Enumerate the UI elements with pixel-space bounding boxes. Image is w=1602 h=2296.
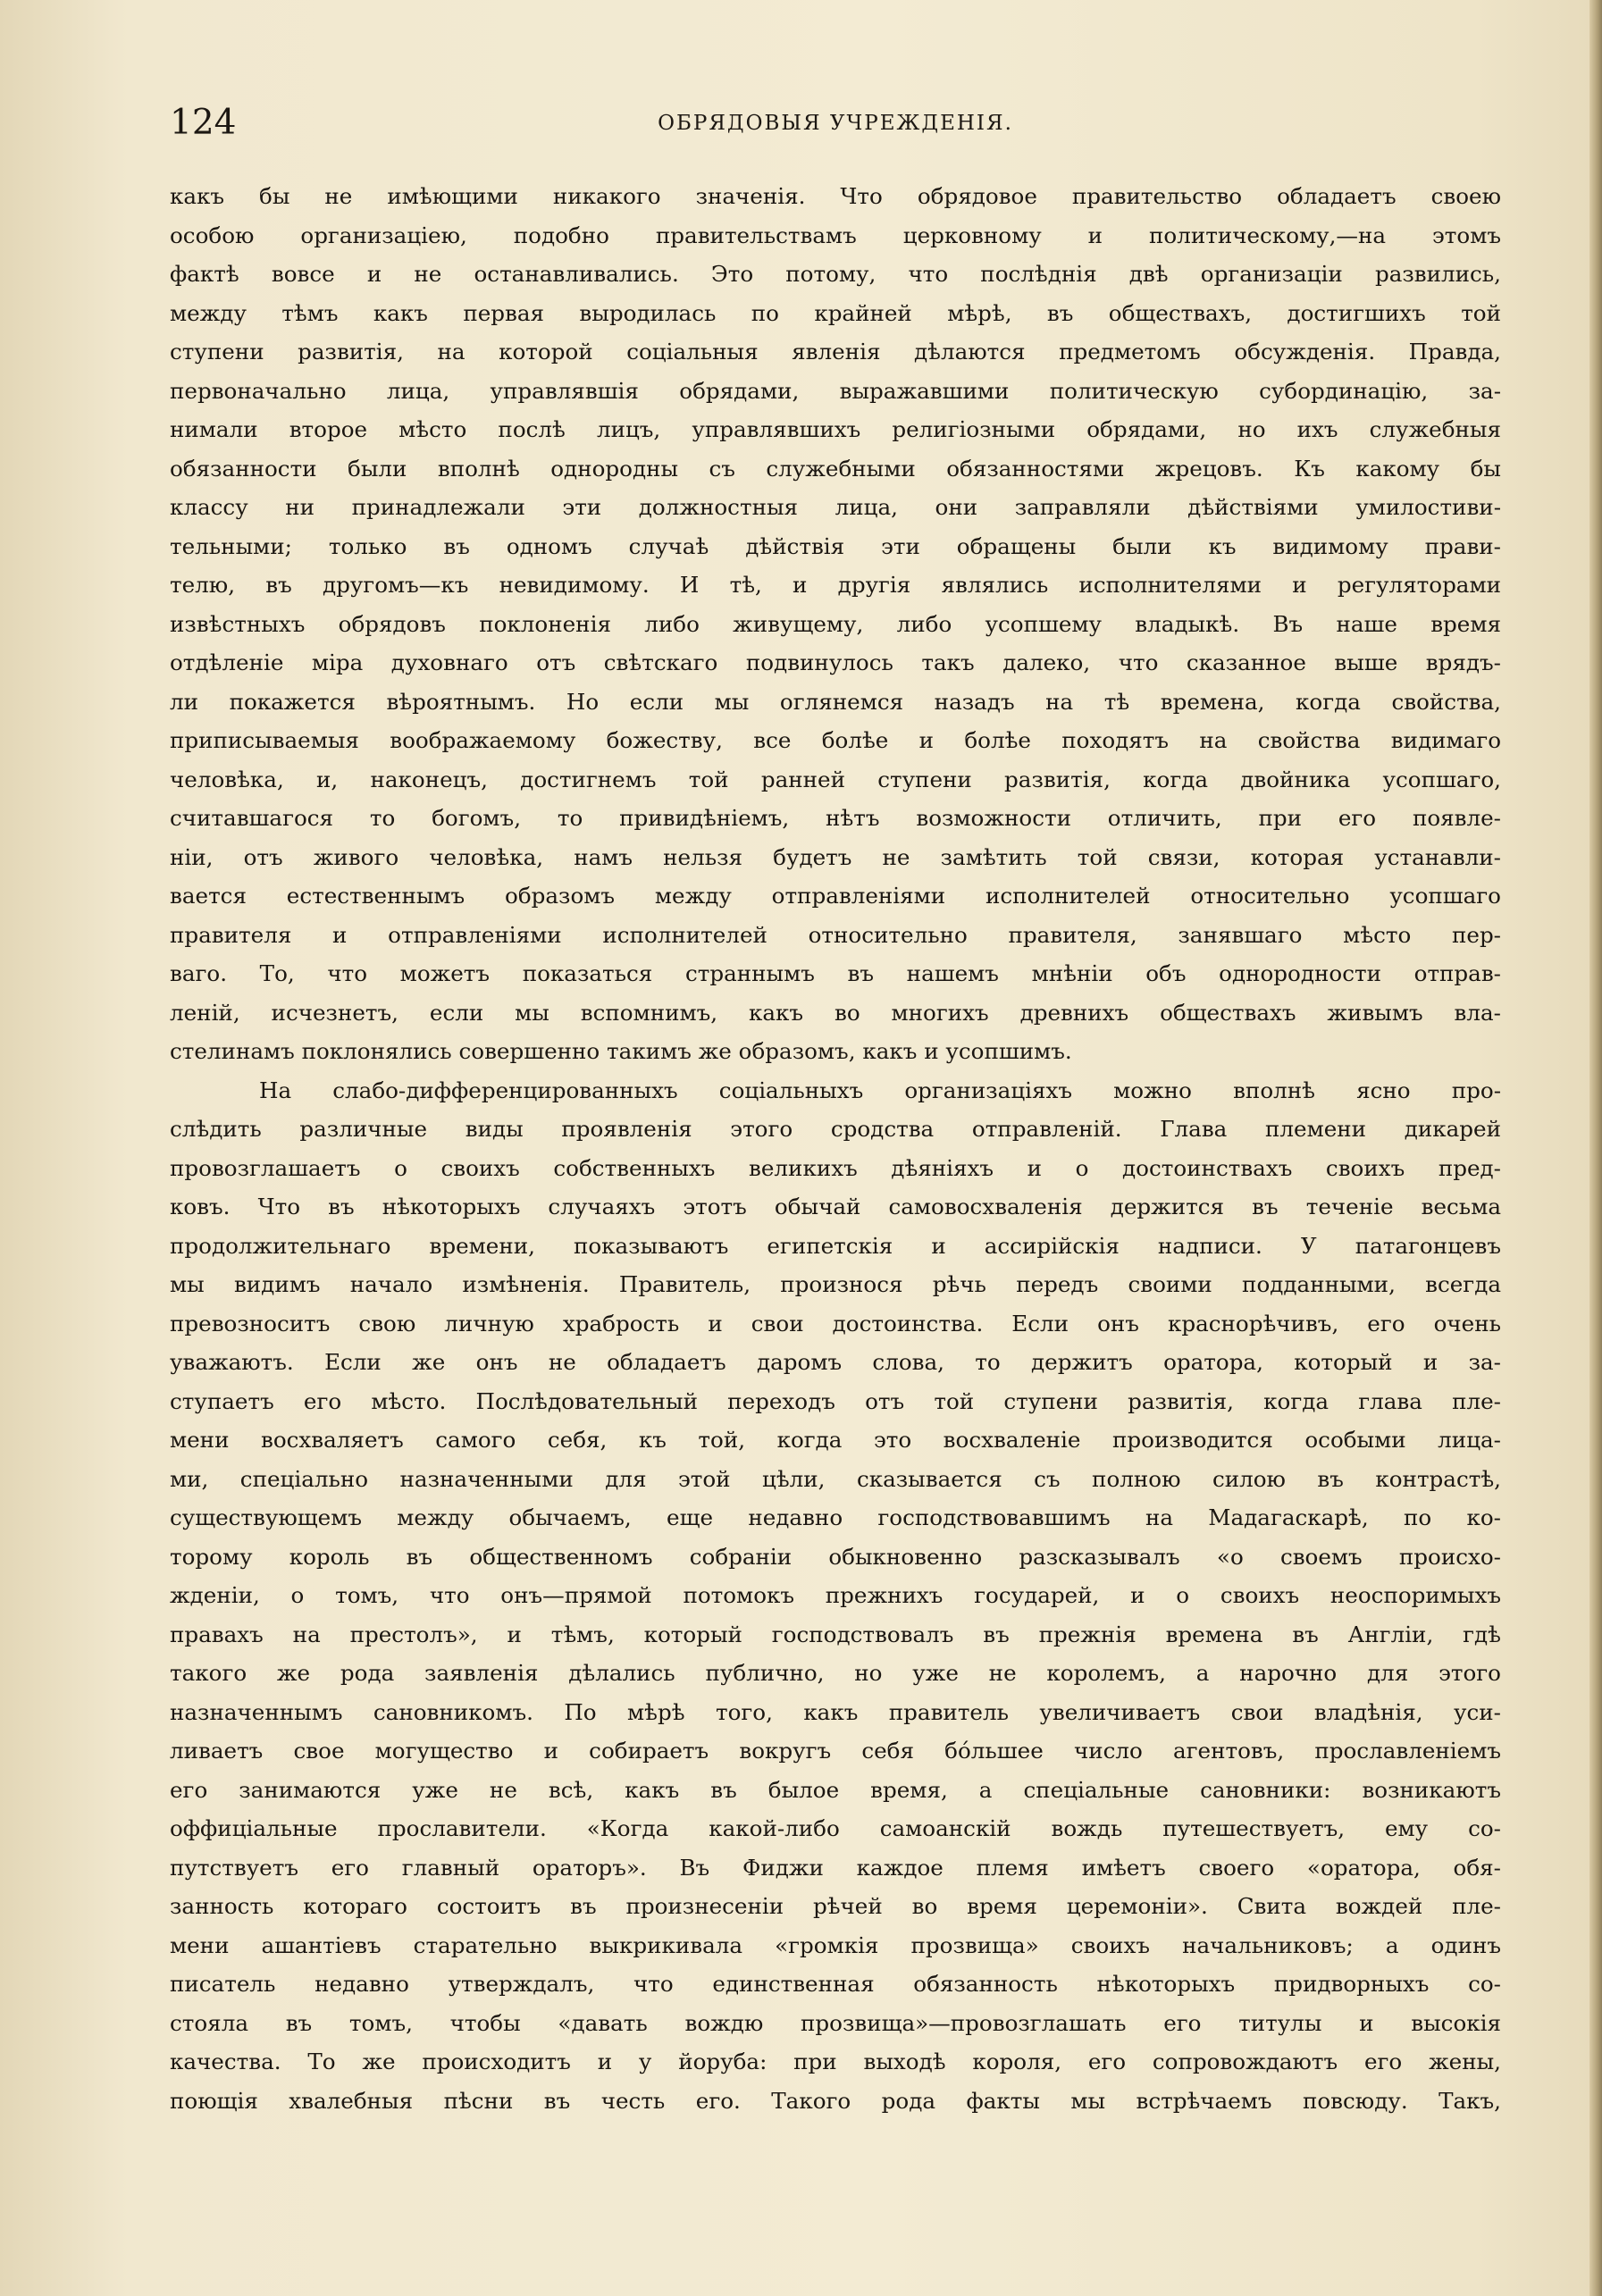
text-line: уважаютъ. Если же онъ не обладаетъ даромъ слова, то держитъ оратора, который и за- — [170, 1349, 1501, 1375]
text-line: провозглашаетъ о своихъ собственныхъ великихъ дѣяніяхъ и о достоинствахъ своихъ пред- — [170, 1154, 1501, 1181]
text-line: стояла въ томъ, чтобы «давать вождю прозвища»—провозглашать его титулы и высокія — [170, 2009, 1501, 2036]
text-line: вается естественнымъ образомъ между отправленіями исполнителей относительно усопшаго — [170, 883, 1501, 909]
text-line: ступаетъ его мѣсто. Послѣдовательный переходъ отъ той ступени развитія, когда глава пле- — [170, 1387, 1501, 1414]
text-line: между тѣмъ какъ первая выродилась по крайней мѣрѣ, въ обществахъ, достигшихъ той — [170, 299, 1501, 326]
text-line: превозноситъ свою личную храбрость и свои достоинства. Если онъ краснорѣчивъ, его очень — [170, 1310, 1501, 1337]
text-line: леній, исчезнетъ, если мы вспомнимъ, какъ во многихъ древнихъ обществахъ живымъ вла- — [170, 999, 1501, 1026]
text-line: путствуетъ его главный ораторъ». Въ Фиджи каждое племя имѣетъ своего «оратора, обя- — [170, 1854, 1501, 1881]
text-line: ми, спеціально назначенными для этой цѣли, сказывается съ полною силою въ контрастѣ, — [170, 1465, 1501, 1492]
text-line: правахъ на престолъ», и тѣмъ, который господствовалъ въ прежнія времена въ Англіи, гдѣ — [170, 1621, 1501, 1647]
text-line: какъ бы не имѣющими никакого значенія. Что обрядовое правительство обладаетъ своею — [170, 183, 1501, 209]
text-line: считавшагося то богомъ, то привидѣніемъ, нѣтъ возможности отличить, при его появле- — [170, 805, 1501, 831]
text-line: классу ни принадлежали эти должностныя лица, они заправляли дѣйствіями умилостиви- — [170, 494, 1501, 520]
text-line: занность котораго состоитъ въ произнесеніи рѣчей во время церемоніи». Свита вождей пле- — [170, 1893, 1501, 1919]
page-header — [170, 96, 1501, 150]
text-line: продолжительнаго времени, показываютъ египетскія и ассирійскія надписи. У патагонцевъ — [170, 1232, 1501, 1259]
text-line: нимали второе мѣсто послѣ лицъ, управлявшихъ религіозными обрядами, но ихъ служебныя — [170, 416, 1501, 442]
text-line: жденіи, о томъ, что онъ—прямой потомокъ прежнихъ государей, и о своихъ неоспоримыхъ — [170, 1582, 1501, 1608]
text-line: ступени развитія, на которой соціальныя явленія дѣлаются предметомъ обсужденія. Правда, — [170, 339, 1501, 365]
text-line: ли покажется вѣроятнымъ. Но если мы оглянемся назадъ на тѣ времена, когда свойства, — [170, 688, 1501, 715]
text-line: его занимаются уже не всѣ, какъ въ былое время, а спеціальные сановники: возникаютъ — [170, 1776, 1501, 1803]
text-line: мени ашантіевъ старательно выкрикивала «громкія прозвища» своихъ начальниковъ; а одинъ — [170, 1931, 1501, 1958]
text-line: ніи, отъ живого человѣка, намъ нельзя будетъ не замѣтить той связи, которая устанавли- — [170, 843, 1501, 870]
text-line: правителя и отправленіями исполнителей относительно правителя, занявшаго мѣсто пер- — [170, 921, 1501, 948]
text-line: приписываемыя воображаемому божеству, все болѣе и болѣе походятъ на свойства видимаго — [170, 727, 1501, 753]
text-line: оффиціальные прославители. «Когда какой-либо самоанскій вождь путешествуетъ, ему со- — [170, 1815, 1501, 1841]
text-line: обязанности были вполнѣ однородны съ служебными обязанностями жрецовъ. Къ какому бы — [170, 455, 1501, 482]
text-line: качества. То же происходитъ и у йоруба: при выходѣ короля, его сопровождаютъ его жены, — [170, 2049, 1501, 2074]
text-line: телю, въ другомъ—къ невидимому. И тѣ, и другія являлись исполнителями и регуляторами — [170, 572, 1501, 598]
paragraph-end-line: стелинамъ поклонялись совершенно такимъ же образомъ, какъ и усопшимъ. — [170, 1038, 1072, 1064]
text-line: человѣка, и, наконецъ, достигнемъ той ранней ступени развитія, когда двойника усопшаго, — [170, 766, 1501, 792]
text-line: ваго. То, что можетъ показаться страннымъ въ нашемъ мнѣніи объ однородности отправ- — [170, 960, 1501, 986]
text-line: фактѣ вовсе и не останавливались. Это потому, что послѣднія двѣ организаціи развились, — [170, 261, 1501, 287]
text-line: ковъ. Что въ нѣкоторыхъ случаяхъ этотъ обычай самовосхваленія держится въ теченіе весьма — [170, 1194, 1501, 1219]
body-text — [170, 177, 1501, 2159]
text-line: особою организаціею, подобно правительствамъ церковному и политическому,—на этомъ — [170, 222, 1501, 248]
text-line: писатель недавно утверждалъ, что единственная обязанность нѣкоторыхъ придворныхъ со- — [170, 1971, 1501, 1997]
text-line: мы видимъ начало измѣненія. Правитель, произнося рѣчь передъ своими подданными, всегда — [170, 1271, 1501, 1297]
page-number: 124 — [170, 103, 237, 143]
running-title: ОБРЯДОВЫЯ УЧРЕЖДЕНІЯ. — [658, 112, 1013, 135]
text-line: извѣстныхъ обрядовъ поклоненія либо живущему, либо усопшему владыкѣ. Въ наше время — [170, 610, 1501, 637]
text-line: первоначально лица, управлявшія обрядами, выражавшими политическую субординацію, за- — [170, 377, 1501, 404]
text-line: ливаетъ свое могущество и собираетъ вокругъ себя бóльшее число агентовъ, прославленіемъ — [170, 1738, 1501, 1764]
text-line: тельными; только въ одномъ случаѣ дѣйствія эти обращены были къ видимому прави- — [170, 532, 1501, 559]
text-line: такого же рода заявленія дѣлались публично, но уже не королемъ, а нарочно для этого — [170, 1660, 1501, 1686]
page-edge — [1589, 0, 1602, 2296]
paragraph-first-line: На слабо-дифференцированныхъ соціальныхъ организаціяхъ можно вполнѣ ясно про- — [259, 1077, 1501, 1103]
text-line: мени восхваляетъ самого себя, къ той, когда это восхваленіе производится особыми лица- — [170, 1427, 1501, 1453]
text-line — [170, 2120, 1501, 2159]
text-line: поющія хвалебныя пѣсни въ честь его. Такого рода факты мы встрѣчаемъ повсюду. Такъ, — [170, 2087, 1501, 2114]
text-line: торому король въ общественномъ собраніи обыкновенно разсказывалъ «о своемъ происхо- — [170, 1543, 1501, 1570]
text-line: слѣдить различные виды проявленія этого сродства отправленій. Глава племени дикарей — [170, 1116, 1501, 1142]
text-line: отдѣленіе міра духовнаго отъ свѣтскаго подвинулось такъ далеко, что сказанное выше врядъ- — [170, 649, 1501, 675]
text-line: существующемъ между обычаемъ, еще недавно господствовавшимъ на Мадагаскарѣ, по ко- — [170, 1504, 1501, 1530]
text-line: назначеннымъ сановникомъ. По мѣрѣ того, какъ правитель увеличиваетъ свои владѣнія, уси- — [170, 1698, 1501, 1725]
